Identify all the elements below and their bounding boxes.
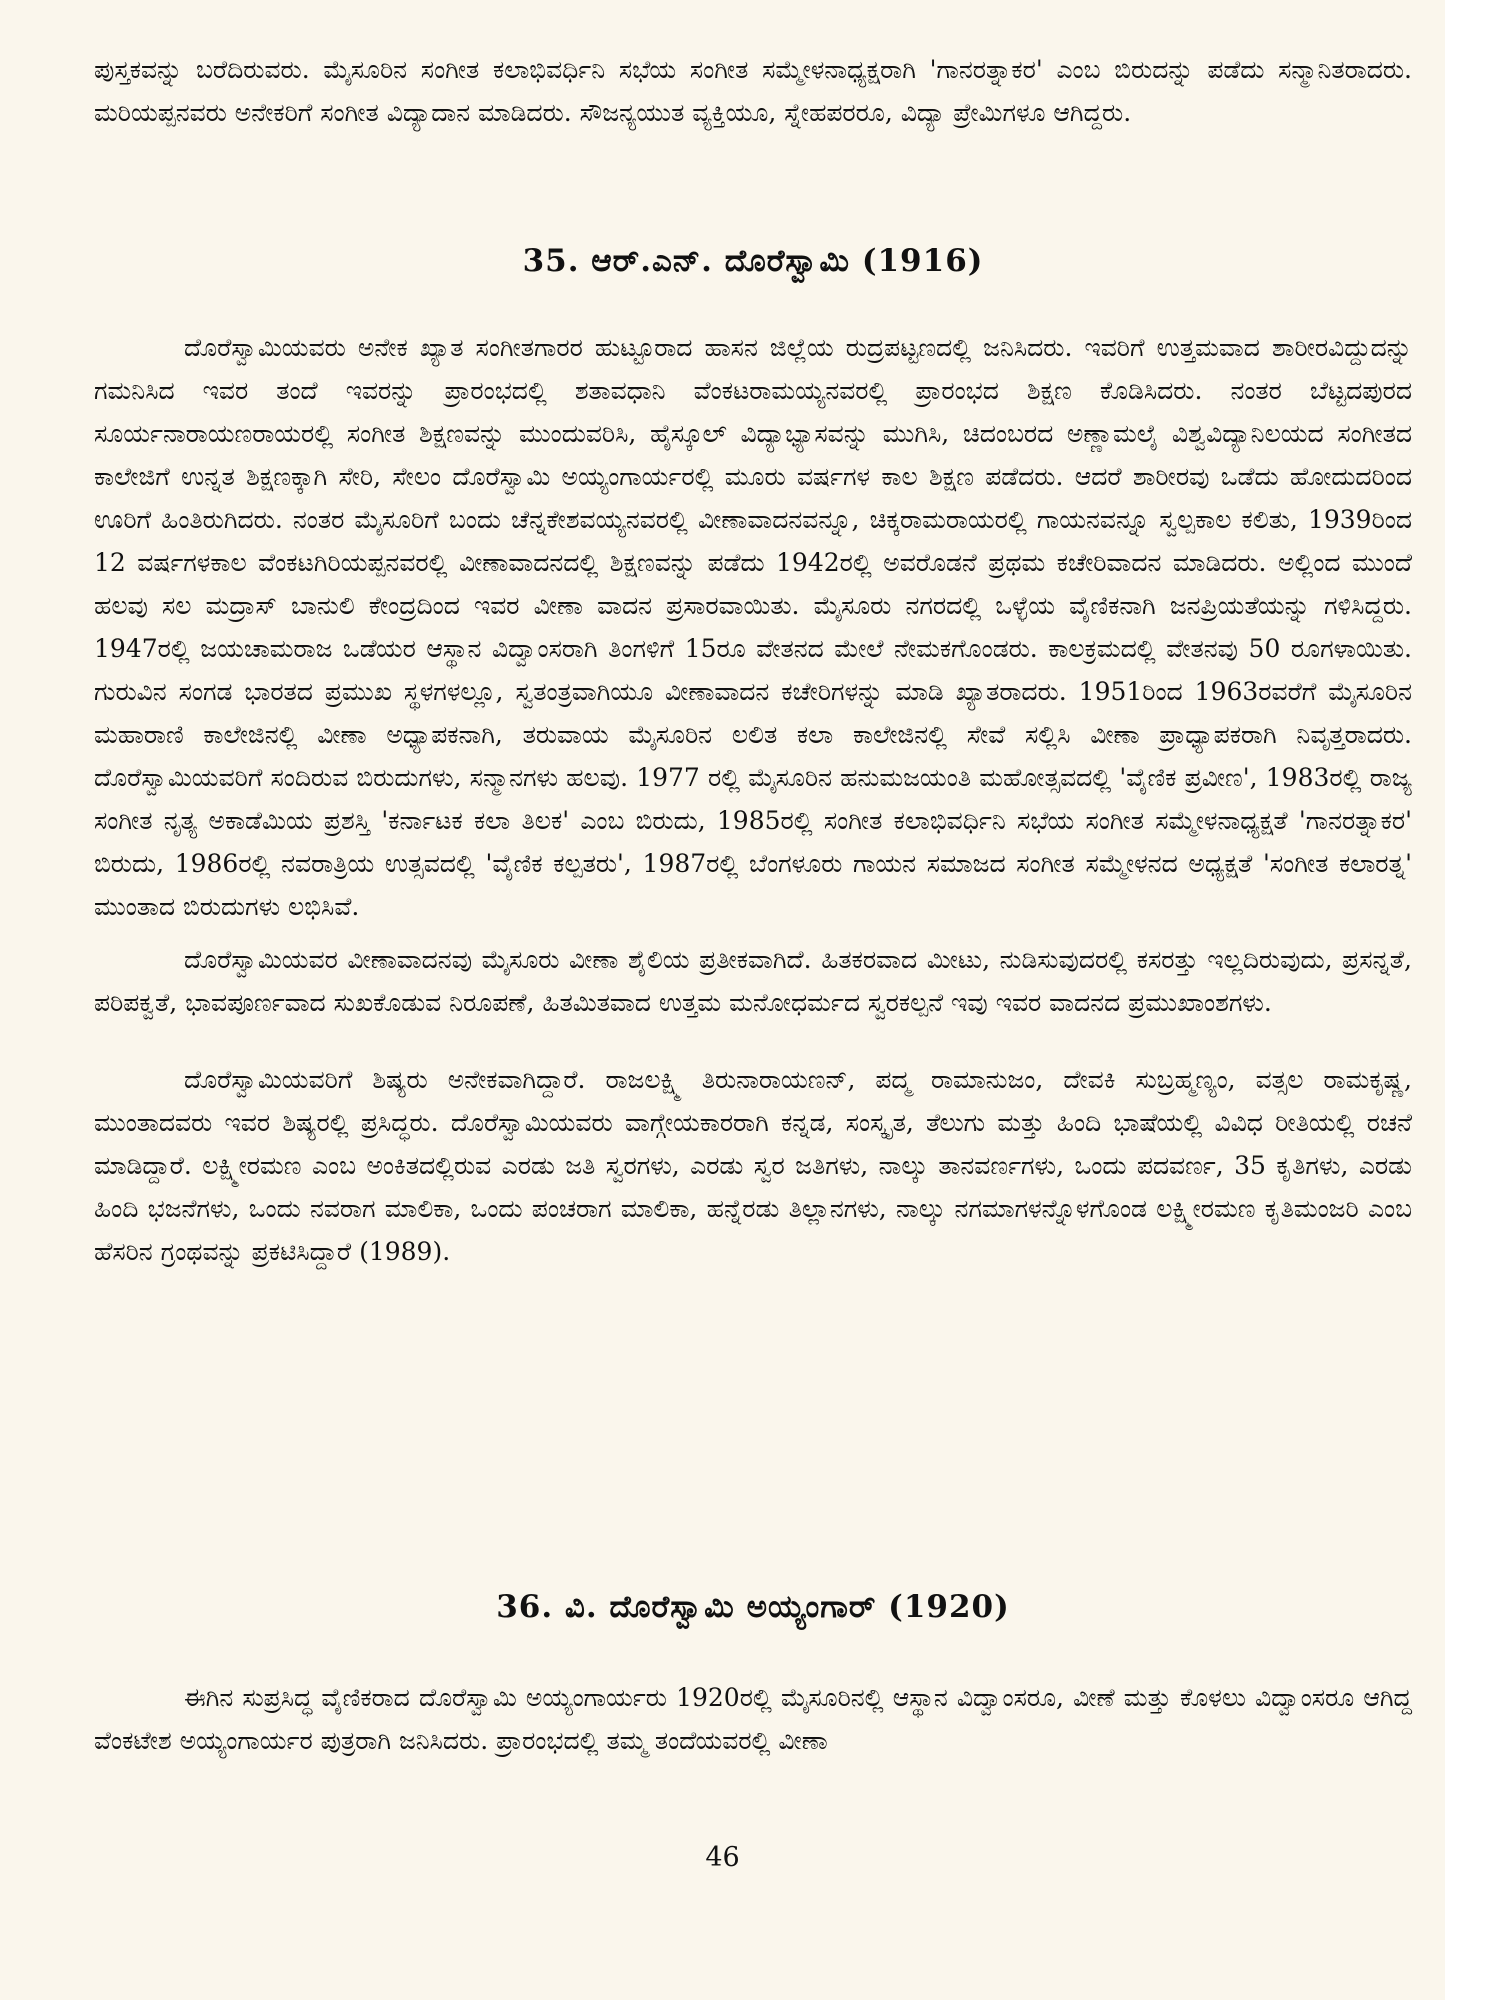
paragraph: ಪುಸ್ತಕವನ್ನು ಬರೆದಿರುವರು. ಮೈಸೂರಿನ ಸಂಗೀತ ಕಲಾಭಿವರ್ಧಿನಿ ಸಭೆಯ ಸಂಗೀತ ಸಮ್ಮೇಳನಾಧ್ಯಕ್ಷರಾಗಿ 'ಗಾನರತ್ನಾಕರ' ಎಂಬ ಬಿರುದನ್ನು ಪಡೆದು ಸನ್ಮಾನಿತರಾದರು. ಮರಿಯಪ್ಪನವರು ಅನೇಕರಿಗೆ ಸಂಗೀತ ವಿದ್ಯಾದಾನ ಮಾಡಿದರು. ಸೌಜನ್ಯಯುತ ವ್ಯಕ್ತಿಯೂ, ಸ್ನೇಹಪರರೂ, ವಿದ್ಯಾ ಪ್ರೇಮಿಗಳೂ ಆಗಿದ್ದರು. [94,55,1412,127]
section-heading-36: 36. ವಿ. ದೊರೆಸ್ವಾಮಿ ಅಯ್ಯಂಗಾರ್ (1920) [496,1589,1010,1625]
paragraph: ಈಗಿನ ಸುಪ್ರಸಿದ್ಧ ವೈಣಿಕರಾದ ದೊರೆಸ್ವಾಮಿ ಅಯ್ಯಂಗಾರ್ಯರು 1920ರಲ್ಲಿ ಮೈಸೂರಿನಲ್ಲಿ ಆಸ್ಥಾನ ವಿದ್ವಾಂಸರೂ, ವೀಣೆ ಮತ್ತು ಕೊಳಲು ವಿದ್ವಾಂಸರೂ ಆಗಿದ್ದ ವೆಂಕಟೇಶ ಅಯ್ಯಂಗಾರ್ಯರ ಪುತ್ರರಾಗಿ ಜನಿಸಿದರು. ಪ್ರಾರಂಭದಲ್ಲಿ ತಮ್ಮ ತಂದೆಯವರಲ್ಲಿ ವೀಣಾ [94,1683,1412,1755]
paragraph: ದೊರೆಸ್ವಾಮಿಯವರಿಗೆ ಶಿಷ್ಯರು ಅನೇಕವಾಗಿದ್ದಾರೆ. ರಾಜಲಕ್ಷ್ಮಿ ತಿರುನಾರಾಯಣನ್, ಪದ್ಮ ರಾಮಾನುಜಂ, ದೇವಕಿ ಸುಬ್ರಹ್ಮಣ್ಯಂ, ವತ್ಸಲ ರಾಮಕೃಷ್ಣ, ಮುಂತಾದವರು ಇವರ ಶಿಷ್ಯರಲ್ಲಿ ಪ್ರಸಿದ್ಧರು. ದೊರೆಸ್ವಾಮಿಯವರು ವಾಗ್ಗೇಯಕಾರರಾಗಿ ಕನ್ನಡ, ಸಂಸ್ಕೃತ, ತೆಲುಗು ಮತ್ತು ಹಿಂದಿ ಭಾಷೆಯಲ್ಲಿ ವಿವಿಧ ರೀತಿಯಲ್ಲಿ ರಚನೆ ಮಾಡಿದ್ದಾರೆ. ಲಕ್ಷ್ಮೀರಮಣ ಎಂಬ ಅಂಕಿತದಲ್ಲಿರುವ ಎರಡು ಜತಿ ಸ್ವರಗಳು, ಎರಡು ಸ್ವರ ಜತಿಗಳು, ನಾಲ್ಕು ತಾನವರ್ಣಗಳು, ಒಂದು ಪದವರ್ಣ, 35 ಕೃತಿಗಳು, ಎರಡು ಹಿಂದಿ ಭಜನೆಗಳು, ಒಂದು ನವರಾಗ ಮಾಲಿಕಾ, ಒಂದು ಪಂಚರಾಗ ಮಾಲಿಕಾ, ಹನ್ನೆರಡು ತಿಲ್ಲಾನಗಳು, ನಾಲ್ಕು ನಗಮಾಗಳನ್ನೊಳಗೊಂಡ ಲಕ್ಷ್ಮೀರಮಣ ಕೃತಿಮಂಜರಿ ಎಂಬ ಹೆಸರಿನ ಗ್ರಂಥವನ್ನು ಪ್ರಕಟಿಸಿದ್ದಾರೆ (1989). [94,1065,1412,1266]
section-36-body [94,1676,1412,1762]
page-number: 46 [705,1842,740,1873]
section-35-body [94,326,1412,1273]
paragraph: ದೊರೆಸ್ವಾಮಿಯವರ ವೀಣಾವಾದನವು ಮೈಸೂರು ವೀಣಾ ಶೈಲಿಯ ಪ್ರತೀಕವಾಗಿದೆ. ಹಿತಕರವಾದ ಮೀಟು, ನುಡಿಸುವುದರಲ್ಲಿ ಕಸರತ್ತು ಇಲ್ಲದಿರುವುದು, ಪ್ರಸನ್ನತೆ, ಪರಿಪಕ್ವತೆ, ಭಾವಪೂರ್ಣವಾದ ಸುಖಕೊಡುವ ನಿರೂಪಣೆ, ಹಿತಮಿತವಾದ ಉತ್ತಮ ಮನೋಧರ್ಮದ ಸ್ವರಕಲ್ಪನೆ ಇವು ಇವರ ವಾದನದ ಪ್ರಮುಖಾಂಶಗಳು. [94,945,1412,1017]
paragraph: ದೊರೆಸ್ವಾಮಿಯವರು ಅನೇಕ ಖ್ಯಾತ ಸಂಗೀತಗಾರರ ಹುಟ್ಟೂರಾದ ಹಾಸನ ಜಿಲ್ಲೆಯ ರುದ್ರಪಟ್ಟಣದಲ್ಲಿ ಜನಿಸಿದರು. ಇವರಿಗೆ ಉತ್ತಮವಾದ ಶಾರೀರವಿದ್ದುದನ್ನು ಗಮನಿಸಿದ ಇವರ ತಂದೆ ಇವರನ್ನು ಪ್ರಾರಂಭದಲ್ಲಿ ಶತಾವಧಾನಿ ವೆಂಕಟರಾಮಯ್ಯನವರಲ್ಲಿ ಪ್ರಾರಂಭದ ಶಿಕ್ಷಣ ಕೊಡಿಸಿದರು. ನಂತರ ಬೆಟ್ಟದಪುರದ ಸೂರ್ಯನಾರಾಯಣರಾಯರಲ್ಲಿ ಸಂಗೀತ ಶಿಕ್ಷಣವನ್ನು ಮುಂದುವರಿಸಿ, ಹೈಸ್ಕೂಲ್ ವಿದ್ಯಾಭ್ಯಾಸವನ್ನು ಮುಗಿಸಿ, ಚಿದಂಬರದ ಅಣ್ಣಾಮಲೈ ವಿಶ್ವವಿದ್ಯಾನಿಲಯದ ಸಂಗೀತದ ಕಾಲೇಜಿಗೆ ಉನ್ನತ ಶಿಕ್ಷಣಕ್ಕಾಗಿ ಸೇರಿ, ಸೇಲಂ ದೊರೆಸ್ವಾಮಿ ಅಯ್ಯಂಗಾರ್ಯರಲ್ಲಿ ಮೂರು ವರ್ಷಗಳ ಕಾಲ ಶಿಕ್ಷಣ ಪಡೆದರು. ಆದರೆ ಶಾರೀರವು ಒಡೆದು ಹೋದುದರಿಂದ ಊರಿಗೆ ಹಿಂತಿರುಗಿದರು. ನಂತರ ಮೈಸೂರಿಗೆ ಬಂದು ಚೆನ್ನಕೇಶವಯ್ಯನವರಲ್ಲಿ ವೀಣಾವಾದನವನ್ನೂ, ಚಿಕ್ಕರಾಮರಾಯರಲ್ಲಿ ಗಾಯನವನ್ನೂ ಸ್ವಲ್ಪಕಾಲ ಕಲಿತು, 1939ರಿಂದ 12 ವರ್ಷಗಳಕಾಲ ವೆಂಕಟಗಿರಿಯಪ್ಪನವರಲ್ಲಿ ವೀಣಾವಾದನದಲ್ಲಿ ಶಿಕ್ಷಣವನ್ನು ಪಡೆದು 1942ರಲ್ಲಿ ಅವರೊಡನೆ ಪ್ರಥಮ ಕಚೇರಿವಾದನ ಮಾಡಿದರು. ಅಲ್ಲಿಂದ ಮುಂದೆ ಹಲವು ಸಲ ಮದ್ರಾಸ್ ಬಾನುಲಿ ಕೇಂದ್ರದಿಂದ ಇವರ ವೀಣಾ ವಾದನ ಪ್ರಸಾರವಾಯಿತು. ಮೈಸೂರು ನಗರದಲ್ಲಿ ಒಳ್ಳೆಯ ವೈಣಿಕನಾಗಿ ಜನಪ್ರಿಯತೆಯನ್ನು ಗಳಿಸಿದ್ದರು. 1947ರಲ್ಲಿ ಜಯಚಾಮರಾಜ ಒಡೆಯರ ಆಸ್ಥಾನ ವಿದ್ವಾಂಸರಾಗಿ ತಿಂಗಳಿಗೆ 15ರೂ ವೇತನದ ಮೇಲೆ ನೇಮಕಗೊಂಡರು. ಕಾಲಕ್ರಮದಲ್ಲಿ ವೇತನವು 50 ರೂಗಳಾಯಿತು. ಗುರುವಿನ ಸಂಗಡ ಭಾರತದ ಪ್ರಮುಖ ಸ್ಥಳಗಳಲ್ಲೂ, ಸ್ವತಂತ್ರವಾಗಿಯೂ ವೀಣಾವಾದನ ಕಚೇರಿಗಳನ್ನು ಮಾಡಿ ಖ್ಯಾತರಾದರು. 1951ರಿಂದ 1963ರವರೆಗೆ ಮೈಸೂರಿನ ಮಹಾರಾಣಿ ಕಾಲೇಜಿನಲ್ಲಿ ವೀಣಾ ಅಧ್ಯಾಪಕನಾಗಿ, ತರುವಾಯ ಮೈಸೂರಿನ ಲಲಿತ ಕಲಾ ಕಾಲೇಜಿನಲ್ಲಿ ಸೇವೆ ಸಲ್ಲಿಸಿ ವೀಣಾ ಪ್ರಾಧ್ಯಾಪಕರಾಗಿ ನಿವೃತ್ತರಾದರು. ದೊರೆಸ್ವಾಮಿಯವರಿಗೆ ಸಂದಿರುವ ಬಿರುದುಗಳು, ಸನ್ಮಾನಗಳು ಹಲವು. 1977 ರಲ್ಲಿ ಮೈಸೂರಿನ ಹನುಮಜಯಂತಿ ಮಹೋತ್ಸವದಲ್ಲಿ 'ವೈಣಿಕ ಪ್ರವೀಣ', 1983ರಲ್ಲಿ ರಾಜ್ಯ ಸಂಗೀತ ನೃತ್ಯ ಅಕಾಡೆಮಿಯ ಪ್ರಶಸ್ತಿ 'ಕರ್ನಾಟಕ ಕಲಾ ತಿಲಕ' ಎಂಬ ಬಿರುದು, 1985ರಲ್ಲಿ ಸಂಗೀತ ಕಲಾಭಿವರ್ಧಿನಿ ಸಭೆಯ ಸಂಗೀತ ಸಮ್ಮೇಳನಾಧ್ಯಕ್ಷತೆ 'ಗಾನರತ್ನಾಕರ' ಬಿರುದು, 1986ರಲ್ಲಿ ನವರಾತ್ರಿಯ ಉತ್ಸವದಲ್ಲಿ 'ವೈಣಿಕ ಕಲ್ಪತರು', 1987ರಲ್ಲಿ ಬೆಂಗಳೂರು ಗಾಯನ ಸಮಾಜದ ಸಂಗೀತ ಸಮ್ಮೇಳನದ ಅಧ್ಯಕ್ಷತೆ 'ಸಂಗೀತ ಕಲಾರತ್ನ' ಮುಂತಾದ ಬಿರುದುಗಳು ಲಭಿಸಿವೆ. [94,333,1412,921]
section-heading-35: 35. ಆರ್.ಎನ್. ದೊರೆಸ್ವಾಮಿ (1916) [522,243,984,279]
intro-paragraph-block [94,48,1412,134]
